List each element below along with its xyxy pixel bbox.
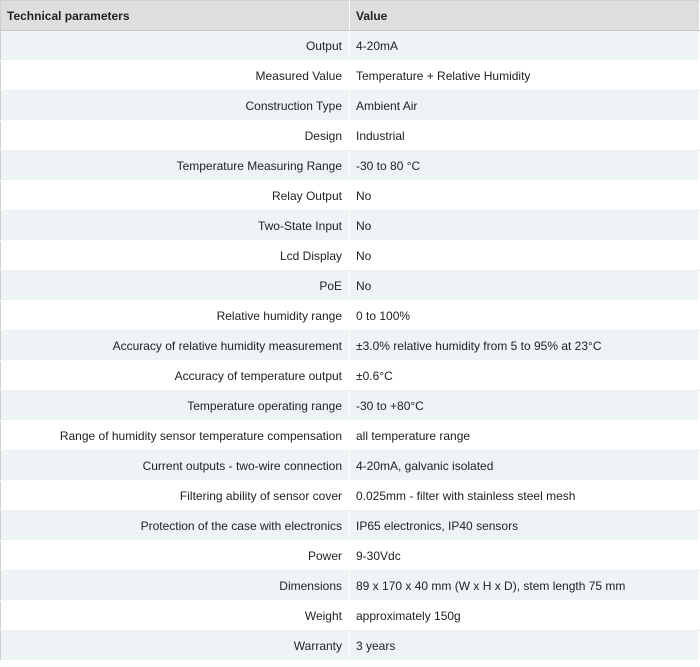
parameter-cell: Warranty [1,631,350,661]
table-row [1,91,700,121]
header-row [1,1,700,31]
table-row [1,481,700,511]
parameter-cell: Relay Output [1,181,350,211]
value-cell: 89 x 170 x 40 mm (W x H x D), stem length 75 mm [350,571,700,601]
value-cell: -30 to 80 °C [350,151,700,181]
value-cell: 9-30Vdc [350,541,700,571]
value-cell: 4-20mA, galvanic isolated [350,451,700,481]
parameter-cell: Filtering ability of sensor cover [1,481,350,511]
value-cell: Temperature + Relative Humidity [350,61,700,91]
value-cell: all temperature range [350,421,700,451]
table-row [1,61,700,91]
value-cell: -30 to +80°C [350,391,700,421]
value-cell: No [350,241,700,271]
table-row [1,31,700,61]
table-row [1,391,700,421]
table-row [1,361,700,391]
table-row [1,211,700,241]
parameter-cell: Accuracy of temperature output [1,361,350,391]
header-technical-parameters: Technical parameters [1,1,350,31]
value-cell: 0 to 100% [350,301,700,331]
parameter-cell: Design [1,121,350,151]
value-cell: No [350,211,700,241]
table-row [1,331,700,361]
value-cell: Industrial [350,121,700,151]
table-row [1,181,700,211]
value-cell: IP65 electronics, IP40 sensors [350,511,700,541]
table-row [1,121,700,151]
parameter-cell: Range of humidity sensor temperature compensation [1,421,350,451]
value-cell: No [350,181,700,211]
table-row [1,421,700,451]
parameter-cell: Temperature Measuring Range [1,151,350,181]
parameter-cell: Construction Type [1,91,350,121]
parameter-cell: PoE [1,271,350,301]
table-row [1,301,700,331]
table-row [1,571,700,601]
table-row [1,631,700,661]
parameter-cell: Dimensions [1,571,350,601]
parameter-cell: Temperature operating range [1,391,350,421]
table-row [1,451,700,481]
table-row [1,511,700,541]
table-row [1,151,700,181]
parameter-cell: Current outputs - two-wire connection [1,451,350,481]
table-header [1,1,700,31]
parameter-cell: Measured Value [1,61,350,91]
parameter-cell: Power [1,541,350,571]
parameter-cell: Accuracy of relative humidity measurement [1,331,350,361]
value-cell: Ambient Air [350,91,700,121]
value-cell: ±3.0% relative humidity from 5 to 95% at 23°C [350,331,700,361]
table-row [1,271,700,301]
table-body [1,31,700,661]
table-row [1,541,700,571]
table-row [1,241,700,271]
value-cell: 3 years [350,631,700,661]
value-cell: 0.025mm - filter with stainless steel mesh [350,481,700,511]
parameter-cell: Protection of the case with electronics [1,511,350,541]
header-value: Value [350,1,700,31]
value-cell: No [350,271,700,301]
parameter-cell: Weight [1,601,350,631]
value-cell: approximately 150g [350,601,700,631]
value-cell: ±0.6°C [350,361,700,391]
parameter-cell: Output [1,31,350,61]
parameter-cell: Relative humidity range [1,301,350,331]
value-cell: 4-20mA [350,31,700,61]
parameter-cell: Lcd Display [1,241,350,271]
table-row [1,601,700,631]
parameter-cell: Two-State Input [1,211,350,241]
